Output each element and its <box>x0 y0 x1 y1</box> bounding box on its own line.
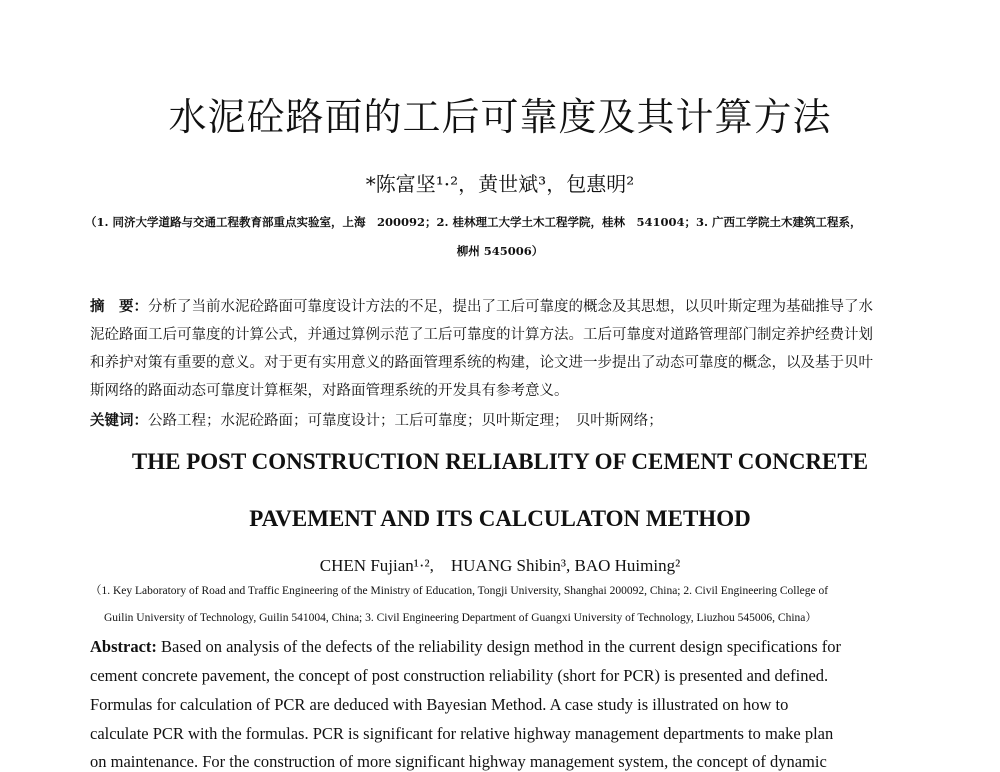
chinese-abstract-text: 分析了当前水泥砼路面可靠度设计方法的不足，提出了工后可靠度的概念及其思想，以贝叶斯定理为基础推导了水 <box>148 299 873 315</box>
chinese-abstract-line-3: 和养护对策有重要的意义。对于更有实用意义的路面管理系统的构建，论文进一步提出了动态可靠度的概念，以及基于贝叶 <box>90 355 873 371</box>
chinese-abstract-line-1 <box>90 295 873 316</box>
chinese-keywords: 公路工程；水泥砼路面；可靠度设计；工后可靠度；贝叶斯定理； 贝叶斯网络； <box>148 413 663 429</box>
english-affiliation-line-1: （1. Key Laboratory of Road and Traffic Engineering of the Ministry of Education, Tongji University, Shanghai 200092, China; 2. Civil Engineering College of <box>90 585 829 597</box>
chinese-abstract-line-4: 斯网络的路面动态可靠度计算框架，对路面管理系统的开发具有参考意义。 <box>90 383 569 399</box>
english-abstract-line-1 <box>90 637 841 657</box>
chinese-title: 水泥砼路面的工后可靠度及其计算方法 <box>168 95 832 139</box>
english-authors: CHEN Fujian¹·², HUANG Shibin³, BAO Huiming² <box>319 556 681 575</box>
english-abstract-line-4: calculate PCR with the formulas. PCR is significant for relative highway management departments to make plan <box>90 724 834 743</box>
chinese-authors: *陈富坚¹·²，黄世斌³，包惠明² <box>365 172 635 196</box>
english-affiliation-line-2: Guilin University of Technology, Guilin 541004, China; 3. Civil Engineering Department of Guangxi University of Technology, Liuzhou 545006, China） <box>104 612 817 624</box>
english-abstract-label: Abstract: <box>90 637 157 656</box>
chinese-abstract-line-2: 泥砼路面工后可靠度的计算公式，并通过算例示范了工后可靠度的计算方法。工后可靠度对道路管理部门制定养护经费计划 <box>90 327 873 343</box>
english-abstract-line-2: cement concrete pavement, the concept of post construction reliability (short for PCR) is presented and defined. <box>90 666 829 685</box>
chinese-affiliation-line-1: （1. 同济大学道路与交通工程教育部重点实验室，上海 200092；2. 桂林理工大学土木工程学院，桂林 541004；3. 广西工学院土木建筑工程系， <box>85 215 862 229</box>
chinese-keywords-label: 关键词： <box>90 412 148 429</box>
english-title-line-1: THE POST CONSTRUCTION RELIABLITY OF CEMENT CONCRETE <box>131 449 869 474</box>
english-abstract-text: Based on analysis of the defects of the reliability design method in the current design specifications for <box>156 637 842 656</box>
english-abstract-line-5: on maintenance. For the construction of more significant highway management system, the concept of dynamic <box>90 752 827 771</box>
english-abstract-line-3: Formulas for calculation of PCR are deduced with Bayesian Method. A case study is illustrated on how to <box>90 695 789 714</box>
chinese-keywords-line <box>90 409 663 430</box>
english-title-line-2: PAVEMENT AND ITS CALCULATON METHOD <box>249 506 751 531</box>
chinese-abstract-label: 摘 要： <box>90 298 148 315</box>
chinese-affiliation-line-2: 柳州 545006） <box>456 244 544 258</box>
